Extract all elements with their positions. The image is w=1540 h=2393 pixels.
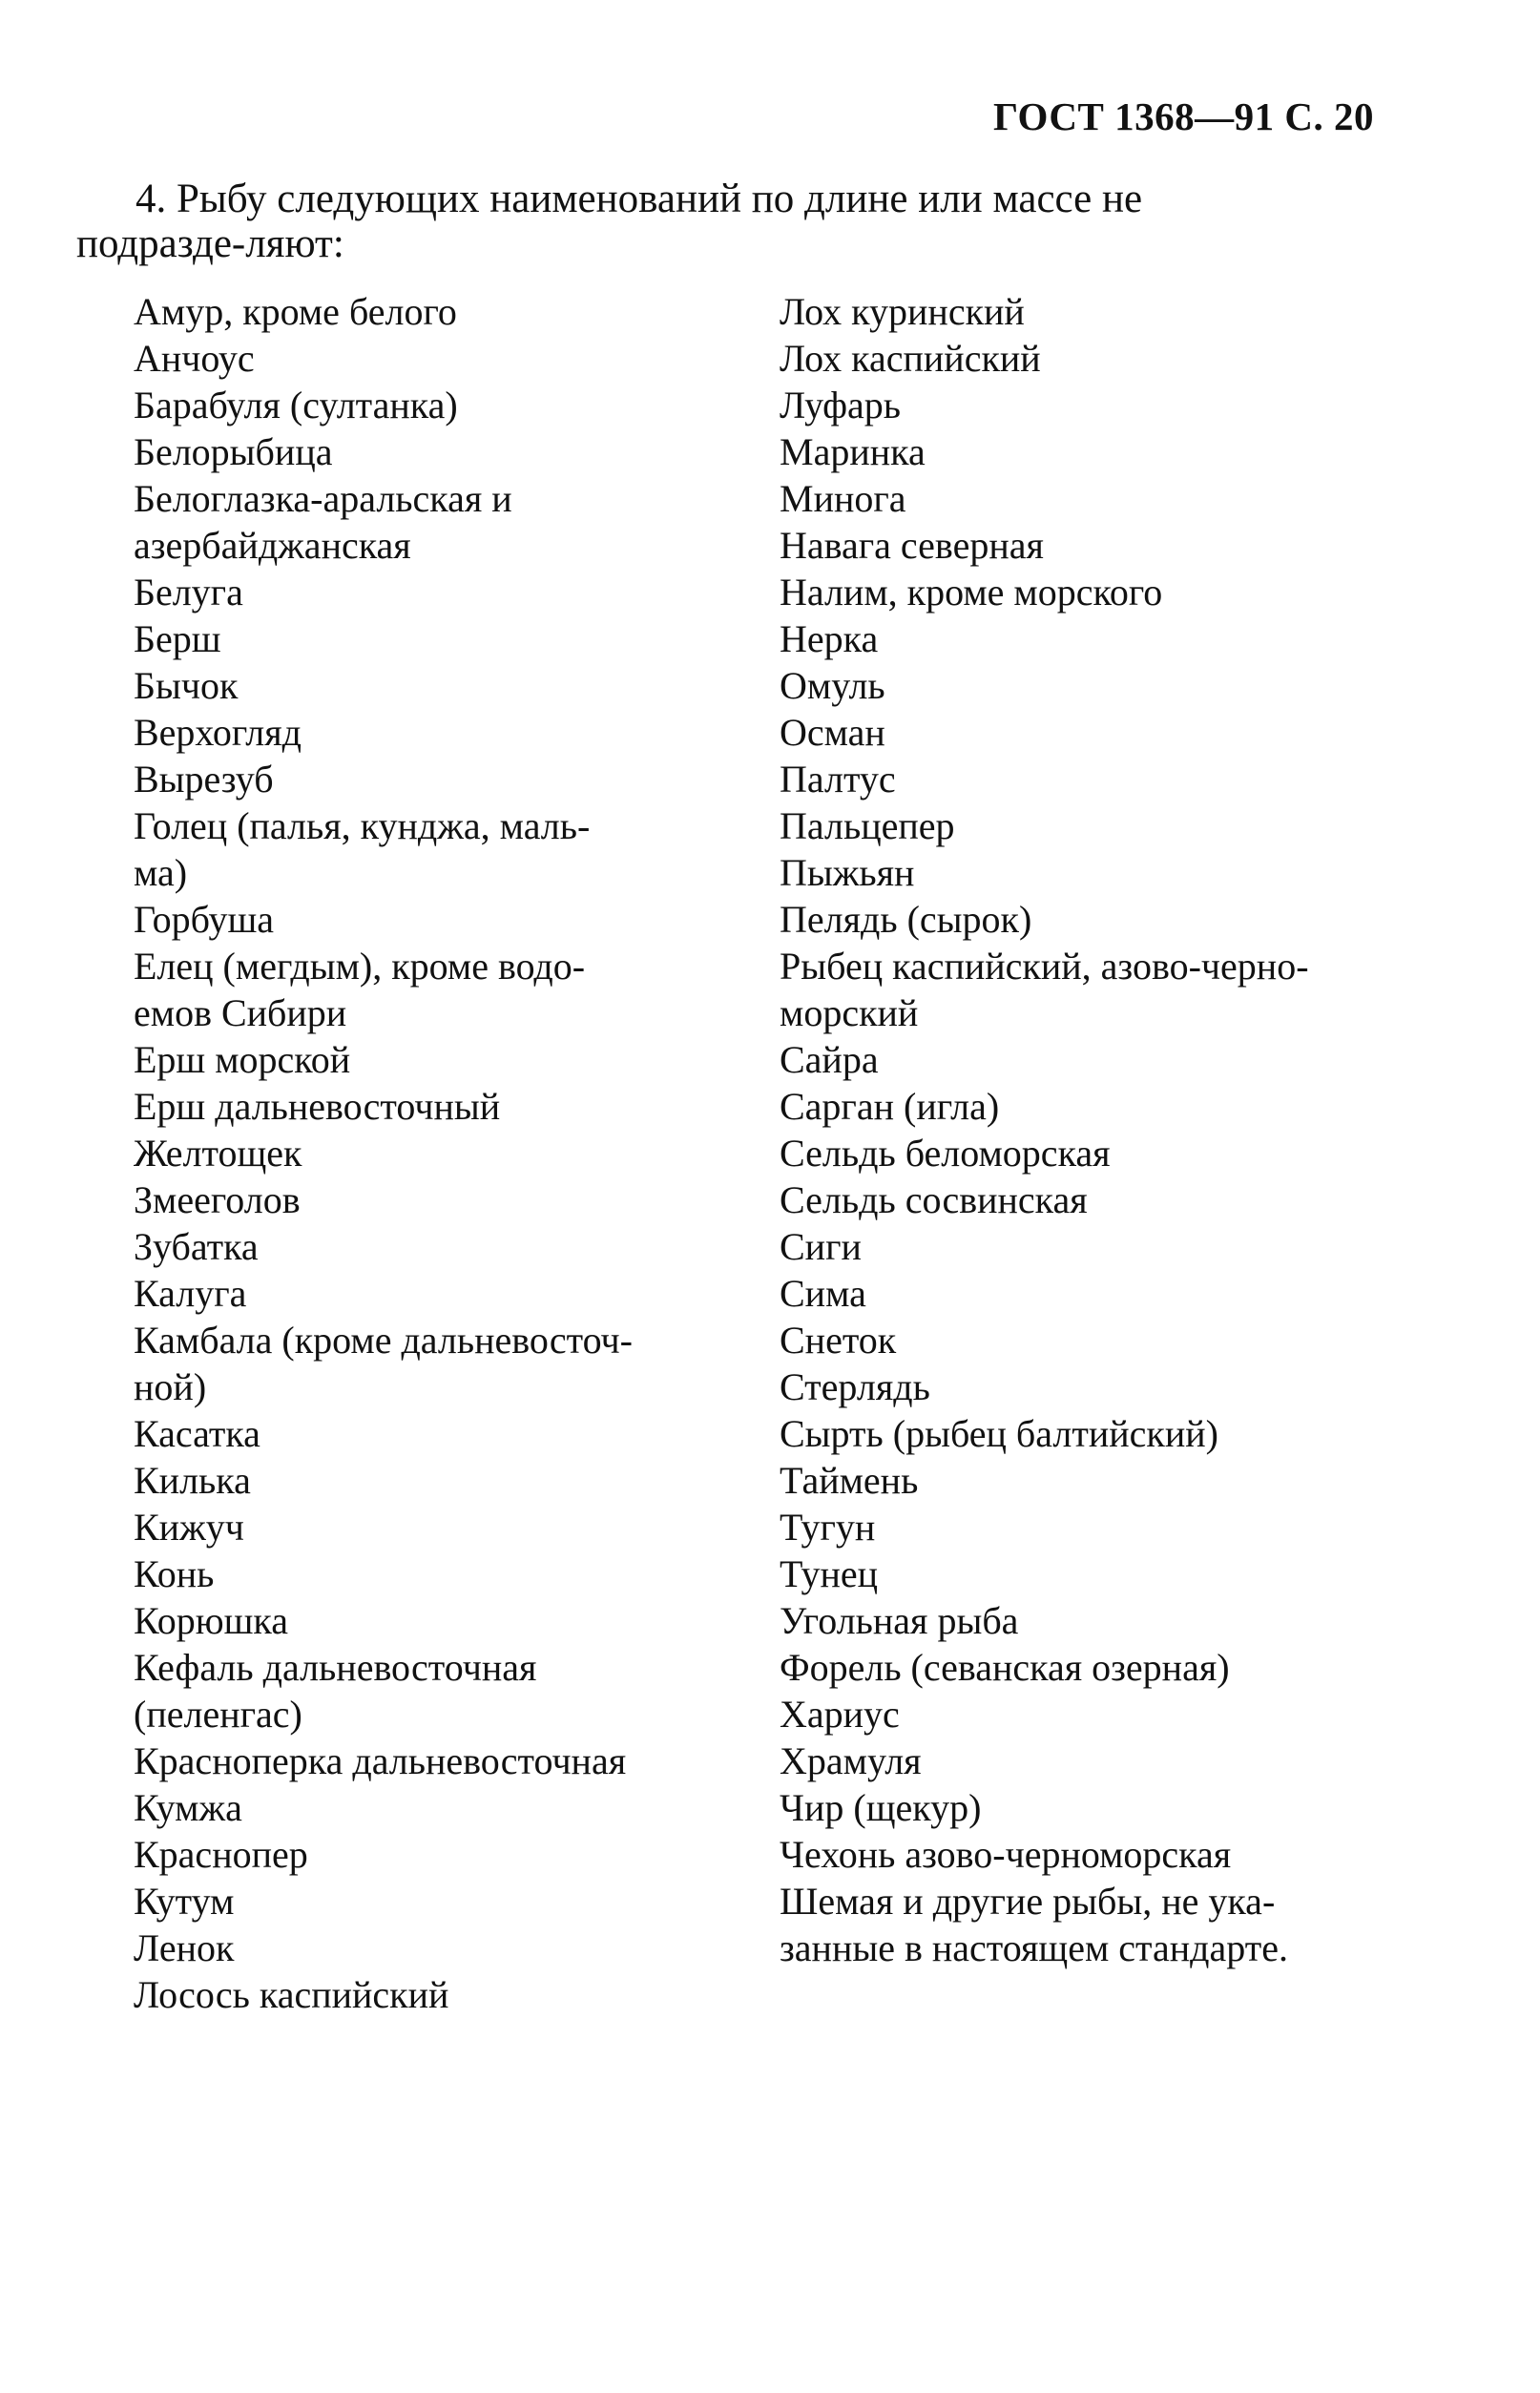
fish-list-item: Шемая и другие рыбы, не ука- (780, 1880, 1276, 1923)
fish-list-item: Лох куринский (780, 290, 1025, 333)
fish-list-item: Чир (щекур) (780, 1786, 982, 1829)
fish-list-item: Кефаль дальневосточная (134, 1646, 537, 1689)
fish-list-item: Лосось каспийский (134, 1973, 449, 2016)
fish-list-right (780, 288, 1390, 1971)
fish-list-item: емов Сибири (134, 991, 347, 1034)
fish-list-item: Белуга (134, 571, 243, 614)
fish-list-item: Снеток (780, 1319, 897, 1362)
fish-list-item: Угольная рыба (780, 1599, 1019, 1642)
fish-list-item: Омуль (780, 664, 885, 707)
fish-list-item: Навага северная (780, 524, 1044, 567)
fish-list-item: Храмуля (780, 1739, 922, 1782)
fish-list-item: Килька (134, 1459, 251, 1502)
fish-list-item: Зубатка (134, 1225, 259, 1268)
fish-list-item: Пыжьян (780, 851, 915, 894)
fish-list-left (134, 288, 725, 2018)
fish-list-item: Вырезуб (134, 758, 274, 801)
fish-list-item: Сельдь сосвинская (780, 1178, 1088, 1221)
fish-list-item: Ерш дальневосточный (134, 1085, 501, 1128)
fish-list-item: Анчоус (134, 337, 255, 380)
fish-list-item: Горбуша (134, 898, 274, 941)
fish-list-item: Желтощек (134, 1132, 302, 1175)
fish-list-item: Палтус (780, 758, 896, 801)
fish-list-item: Пальцепер (780, 804, 955, 847)
fish-list-item: Краснопер (134, 1833, 308, 1876)
fish-list-item: Нерка (780, 617, 879, 660)
fish-list-item: Ерш морской (134, 1038, 351, 1081)
fish-list-item: Чехонь азово-черноморская (780, 1833, 1232, 1876)
fish-list-item: Елец (мегдым), кроме водо- (134, 945, 586, 988)
fish-list-item: Тунец (780, 1552, 879, 1595)
fish-list-item: ма) (134, 851, 188, 894)
fish-list-item: Лох каспийский (780, 337, 1041, 380)
page-header: ГОСТ 1368—91 С. 20 (992, 94, 1374, 138)
fish-list-item: Белоглазка-аральская и (134, 477, 512, 520)
fish-list-item: Камбала (кроме дальневосточ- (134, 1319, 633, 1362)
fish-list-item: Бычок (134, 664, 239, 707)
fish-list-item: Пелядь (сырок) (780, 898, 1032, 941)
fish-list-item: Касатка (134, 1412, 260, 1455)
fish-list-item: Рыбец каспийский, азово-черно- (780, 945, 1309, 988)
fish-list-item: Тугун (780, 1506, 876, 1549)
fish-list-item: Стерлядь (780, 1365, 930, 1408)
fish-list-item: Кижуч (134, 1506, 244, 1549)
fish-list-item: Маринка (780, 430, 926, 473)
fish-list-item: Луфарь (780, 384, 902, 427)
fish-list-item: Змееголов (134, 1178, 301, 1221)
fish-list-item: Осман (780, 711, 885, 754)
fish-list-item: Берш (134, 617, 221, 660)
fish-list-item: (пеленгас) (134, 1693, 302, 1736)
fish-list-item: Верхогляд (134, 711, 302, 754)
fish-list-item: Барабуля (султанка) (134, 384, 458, 427)
fish-list-item: Калуга (134, 1272, 247, 1315)
fish-list-item: Сима (780, 1272, 866, 1315)
fish-list-item: Кутум (134, 1880, 235, 1923)
fish-list-item: Кумжа (134, 1786, 242, 1829)
fish-list-item: Сайра (780, 1038, 879, 1081)
fish-list-item: Корюшка (134, 1599, 288, 1642)
fish-list-item: Налим, кроме морского (780, 571, 1163, 614)
fish-list-item: занные в настоящем стандарте. (780, 1926, 1288, 1969)
fish-list-item: Конь (134, 1552, 215, 1595)
fish-list-item: Форель (севанская озерная) (780, 1646, 1230, 1689)
fish-list-item: азербайджанская (134, 524, 411, 567)
fish-list-item: Ленок (134, 1926, 235, 1969)
fish-list-item: Белорыбица (134, 430, 333, 473)
fish-list-item: Таймень (780, 1459, 919, 1502)
fish-list-item: Сарган (игла) (780, 1085, 1000, 1128)
fish-list-item: Сырть (рыбец балтийский) (780, 1412, 1218, 1455)
fish-list-item: Сельдь беломорская (780, 1132, 1111, 1175)
fish-list-item: Хариус (780, 1693, 900, 1736)
intro-paragraph: 4. Рыбу следующих наименований по длине или массе не подразде-ляют: (76, 177, 1143, 266)
fish-list-item: ной) (134, 1365, 207, 1408)
fish-list-item: Минога (780, 477, 906, 520)
fish-list-item: Амур, кроме белого (134, 290, 457, 333)
fish-list-item: морский (780, 991, 919, 1034)
fish-list-item: Сиги (780, 1225, 862, 1268)
fish-list-item: Голец (палья, кунджа, маль- (134, 804, 591, 847)
fish-list-item: Красноперка дальневосточная (134, 1739, 627, 1782)
